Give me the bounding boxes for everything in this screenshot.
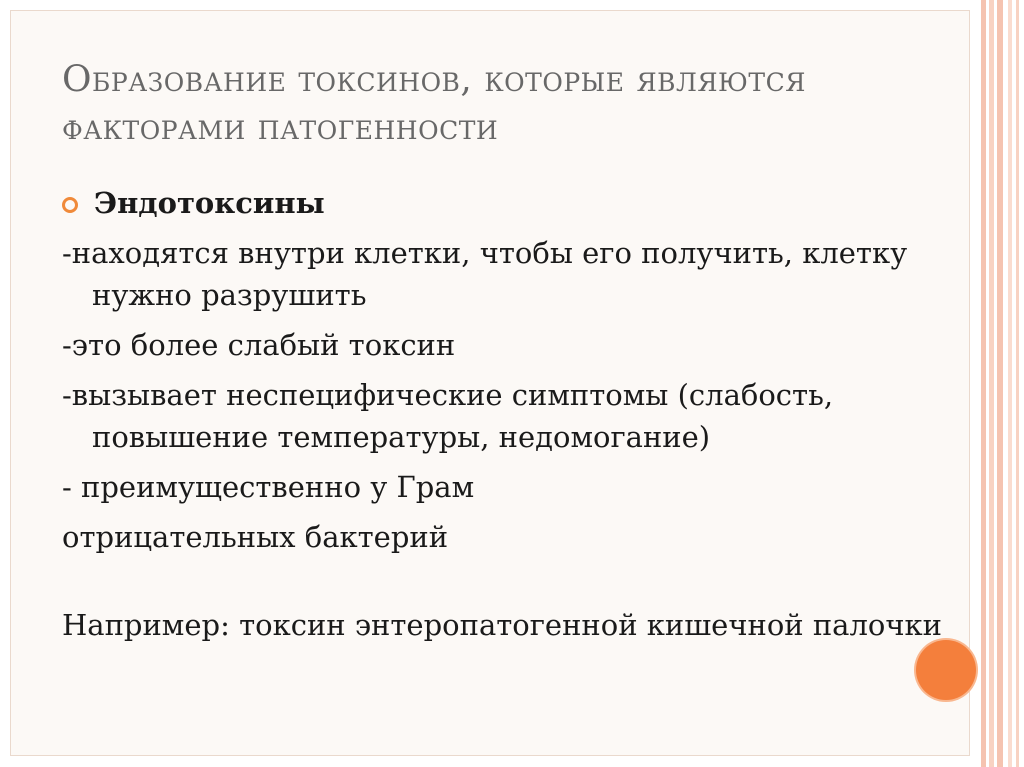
spacer — [62, 566, 942, 604]
slide-title: Образование токсинов, которые являются факторами патогенности — [62, 59, 806, 148]
ring-bullet-icon — [62, 197, 78, 213]
decorative-stripe — [997, 0, 1003, 767]
body-line: отрицательных бактерий — [62, 520, 449, 554]
example-line: Например: токсин энтеропатогенной кишечной палочки — [62, 608, 942, 642]
decorative-stripe — [981, 0, 986, 767]
bullet-item-endotoxins — [62, 182, 942, 224]
decorative-stripe — [1008, 0, 1012, 767]
body-line: -это более слабый токсин — [62, 328, 456, 362]
body-line: - преимущественно у Грам — [62, 470, 475, 504]
decorative-stripe — [989, 0, 994, 767]
decorative-circle-icon — [916, 640, 976, 700]
bullet-heading: Эндотоксины — [94, 186, 325, 220]
slide-body — [62, 182, 942, 654]
decorative-stripe — [1016, 0, 1019, 767]
body-line: -вызывает неспецифические симптомы (слабость, повышение температуры, недомогание) — [62, 378, 834, 454]
body-line: -находятся внутри клетки, чтобы его получить, клетку нужно разрушить — [62, 236, 908, 312]
